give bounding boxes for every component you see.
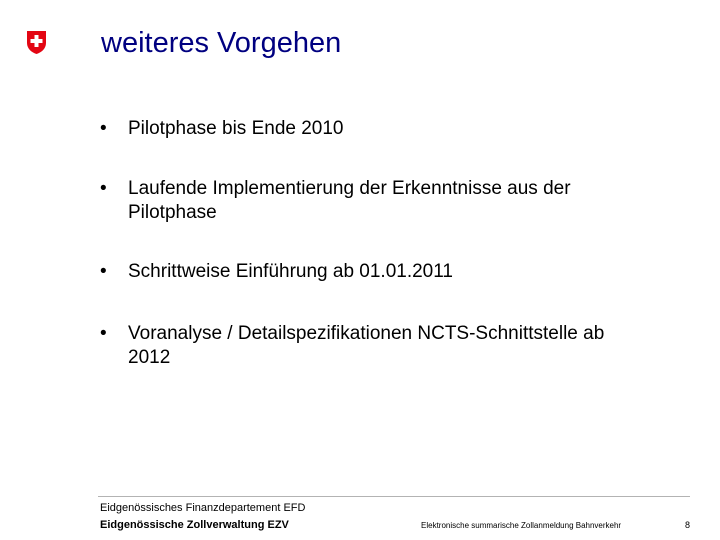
bullet-text: Schrittweise Einführung ab 01.01.2011	[128, 261, 453, 282]
swiss-cross-shield-icon	[26, 30, 47, 55]
footer-department: Eidgenössisches Finanzdepartement EFD	[100, 502, 306, 514]
bullet-text: Pilotphase bis Ende 2010	[128, 118, 344, 139]
page-number: 8	[685, 520, 691, 530]
footer-office: Eidgenössische Zollverwaltung EZV	[100, 519, 289, 531]
bullet-item	[100, 117, 648, 141]
bullet-text: Laufende Implementierung der Erkenntnisse aus der Pilotphase	[128, 178, 571, 223]
bullet-text: Voranalyse / Detailspezifikationen NCTS-Schnittstelle ab 2012	[128, 323, 605, 368]
bullet-item	[100, 260, 648, 284]
bullet-marker: •	[100, 178, 107, 199]
bullet-item	[100, 322, 648, 370]
slide-title: weiteres Vorgehen	[101, 27, 342, 59]
footer-divider	[98, 496, 690, 497]
bullet-item	[100, 177, 648, 225]
bullet-marker: •	[100, 323, 107, 344]
footer-project-title: Elektronische summarische Zollanmeldung Bahnverkehr	[421, 521, 622, 530]
bullet-marker: •	[100, 118, 107, 139]
bullet-marker: •	[100, 261, 107, 282]
